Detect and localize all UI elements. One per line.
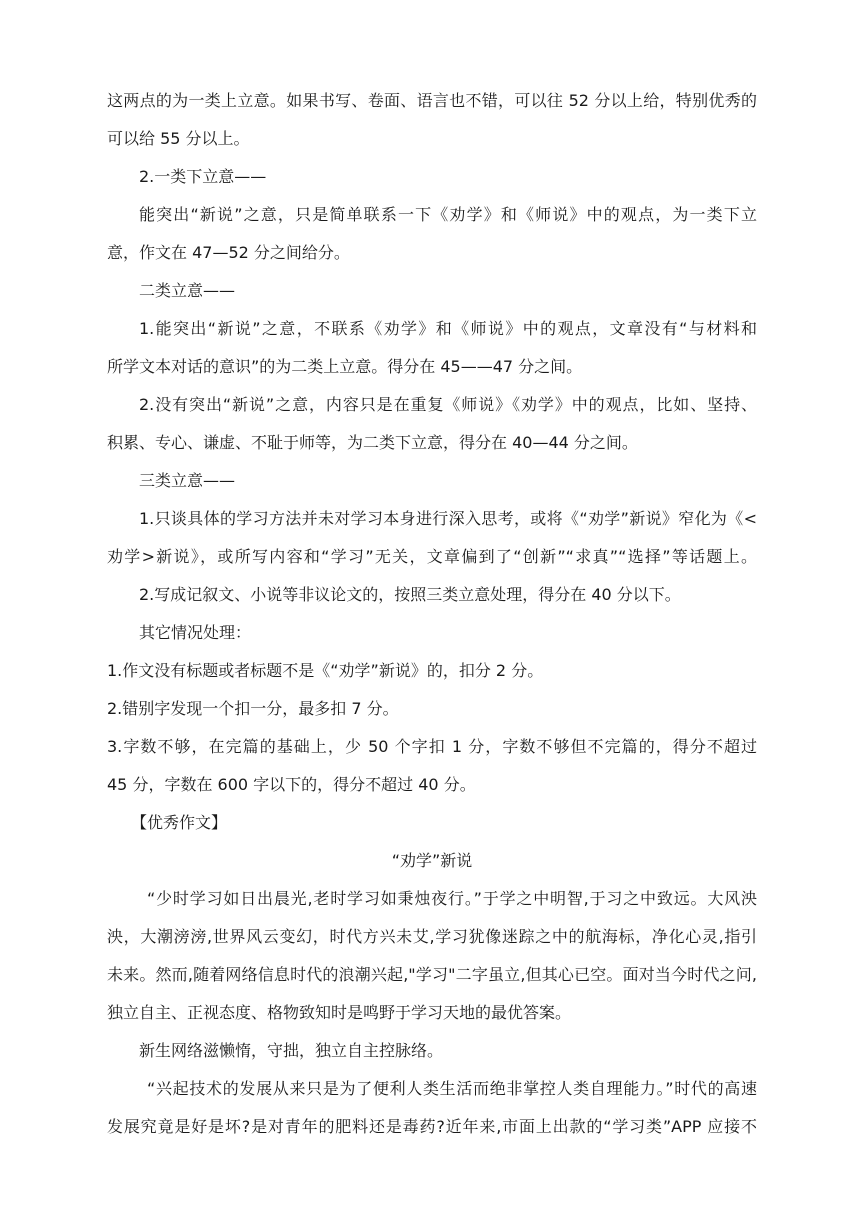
text-line: 发展究竟是好是坏?是对青年的肥料还是毒药?近年来,市面上出款的“学习类”APP 应接不 [107,1117,757,1136]
text-line: 1.作文没有标题或者标题不是《“劝学”新说》的，扣分 2 分。 [107,661,544,680]
text-line: 这两点的为一类上立意。如果书写、卷面、语言也不错，可以往 52 分以上给，特别优秀的 [107,91,757,110]
text-line: “兴起技术的发展从来只是为了便利人类生活而绝非掌控人类自理能力。”时代的高速 [147,1079,757,1098]
text-line: “少时学习如日出晨光,老时学习如秉烛夜行。”于学之中明智,于习之中致远。大风泱 [147,889,757,908]
text-line: 3.字数不够，在完篇的基础上，少 50 个字扣 1 分，字数不够但不完篇的，得分不超过 [107,737,757,756]
text-line: 2.没有突出“新说”之意，内容只是在重复《师说》《劝学》中的观点，比如、坚持、 [139,395,757,414]
section-heading: 二类立意—— [139,281,236,300]
essay-title: “劝学”新说 [391,851,473,870]
text-line: 1.能突出“新说”之意，不联系《劝学》和《师说》中的观点，文章没有“与材料和 [139,319,757,338]
text-line: 未来。然而,随着网络信息时代的浪潮兴起,"学习"二字虽立,但其心已空。面对当今时代之问, [107,965,757,984]
section-heading: 其它情况处理： [139,623,252,642]
text-line: 2.写成记叙文、小说等非议论文的，按照三类立意处理，得分在 40 分以下。 [139,585,681,604]
text-line: 1.只谈具体的学习方法并未对学习本身进行深入思考，或将《“劝学”新说》窄化为《< [139,509,757,528]
text-line: 2.一类下立意—— [139,167,267,186]
text-line: 积累、专心、谦虚、不耻于师等，为二类下立意，得分在 40—44 分之间。 [107,433,638,452]
text-line: 独立自主、正视态度、格物致知时是鸣野于学习天地的最优答案。 [107,1003,572,1022]
text-line: 45 分，字数在 600 字以下的，得分不超过 40 分。 [107,775,476,794]
section-heading: 【优秀作文】 [131,813,228,832]
text-line: 所学文本对话的意识”的为二类上立意。得分在 45——47 分之间。 [107,357,583,376]
section-heading: 三类立意—— [139,471,236,490]
text-line: 劝学>新说》，或所写内容和“学习”无关，文章偏到了“创新”“求真”“选择”等话题上。 [107,547,757,566]
text-line: 2.错别字发现一个扣一分，最多扣 7 分。 [107,699,399,718]
text-line: 能突出“新说”之意，只是简单联系一下《劝学》和《师说》中的观点，为一类下立 [139,205,757,224]
text-line: 可以给 55 分以上。 [107,129,250,148]
text-line: 泱，大潮滂滂,世界风云变幻，时代方兴未艾,学习犹像迷踪之中的航海标，净化心灵,指引 [107,927,757,946]
text-line: 新生网络滋懒惰，守拙，独立自主控脉络。 [139,1041,444,1060]
text-line: 意，作文在 47—52 分之间给分。 [107,243,350,262]
